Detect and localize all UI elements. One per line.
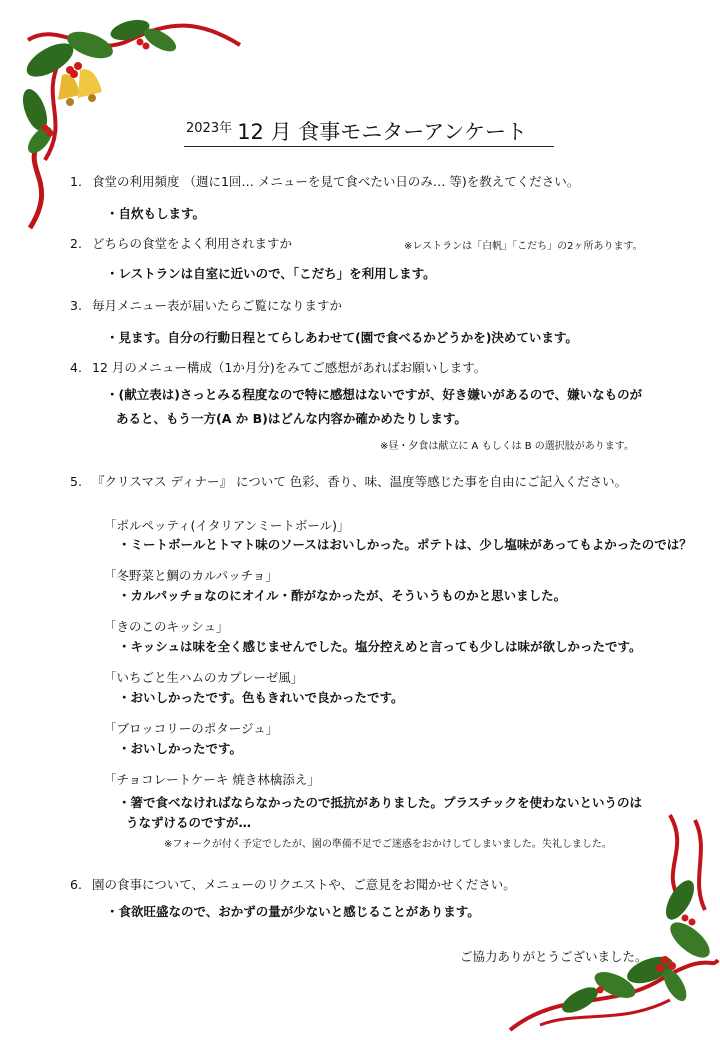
dish-comment: ・おいしかったです。 [118, 741, 243, 756]
answer-1: ・自炊もします。 [106, 206, 206, 221]
dish-comment: ・キッシュは味を全く感じませんでした。塩分控えめと言っても少しは味が欲しかったです。 [118, 639, 642, 654]
dish-name: 「冬野菜と鯛のカルパッチョ」 [104, 568, 278, 583]
answer-3: ・見ます。自分の行動日程とてらしあわせて(園で食べるかどうかを)決めています。 [106, 330, 578, 345]
dish-name: 「ブロッコリーのポタージュ」 [104, 721, 279, 736]
page-title [186, 116, 527, 146]
dish-comment: ・カルパッチョなのにオイル・酢がなかったが、そういうものかと思いました。 [118, 588, 567, 603]
dish-comment-continued: うなずけるのですが… [126, 815, 252, 830]
dish-name: 「ポルペッティ(イタリアンミートボール)」 [104, 518, 350, 533]
dish-name: 「チョコレートケーキ 焼き林檎添え」 [104, 772, 320, 787]
question-1: 1. 食堂の利用頻度 （週に1回… メニューを見て食べたい日のみ… 等)を教えてください。 [70, 174, 580, 189]
title-underline [184, 146, 554, 147]
dish-name: 「きのこのキッシュ」 [104, 619, 229, 634]
question-3: 3. 毎月メニュー表が届いたらご覧になりますか [70, 298, 343, 313]
question-4: 4. 12 月のメニュー構成（1か月分)をみてご感想があればお願いします。 [70, 360, 487, 375]
dish-name: 「いちごと生ハムのカプレーゼ風」 [104, 670, 304, 685]
dish-comment: ・おいしかったです。色もきれいで良かったです。 [118, 690, 404, 705]
question-2: 2. どちらの食堂をよく利用されますか [70, 236, 293, 251]
dish-comment: ・箸で食べなければならなかったので抵抗がありました。プラスチックを使わないというのは [118, 795, 643, 810]
answer-6: ・食欲旺盛なので、おかずの量が少ないと感じることがあります。 [106, 904, 480, 919]
note-q2: ※レストランは「白帆」「こだち」の2ヶ所あります。 [404, 241, 643, 252]
note-cake: ※フォークが付く予定でしたが、園の準備不足でご迷惑をおかけしてしまいました。失礼しました。 [164, 839, 612, 850]
christmas-holly-bell-decoration-top-left [0, 0, 250, 230]
answer-4-line-1: ・(献立表は)さっとみる程度なので特に感想はないですが、好き嫌いがあるので、嫌いなものが [106, 387, 643, 402]
dish-comment: ・ミートボールとトマト味のソースはおいしかった。ポテトは、少し塩味があってもよかったのでは？ [118, 537, 692, 552]
answer-4-line-2: あると、もう一方(A か B)はどんな内容か確かめたりします。 [116, 411, 467, 426]
answer-2: ・レストランは自室に近いので、「こだち」を利用します。 [106, 266, 436, 281]
closing-thanks: ご協力ありがとうございました。 [460, 949, 648, 964]
title-main: 12 月 食事モニターアンケート [237, 120, 527, 144]
question-6: 6. 園の食事について、メニューのリクエストや、ご意見をお聞かせください。 [70, 877, 516, 892]
question-5: 5. 『クリスマス ディナー』 について 色彩、香り、味、温度等感じた事を自由にご記入ください。 [70, 474, 628, 489]
note-q4: ※昼・夕食は献立に A もしくは B の選択肢があります。 [380, 441, 634, 452]
title-year: 2023年 [186, 121, 233, 136]
